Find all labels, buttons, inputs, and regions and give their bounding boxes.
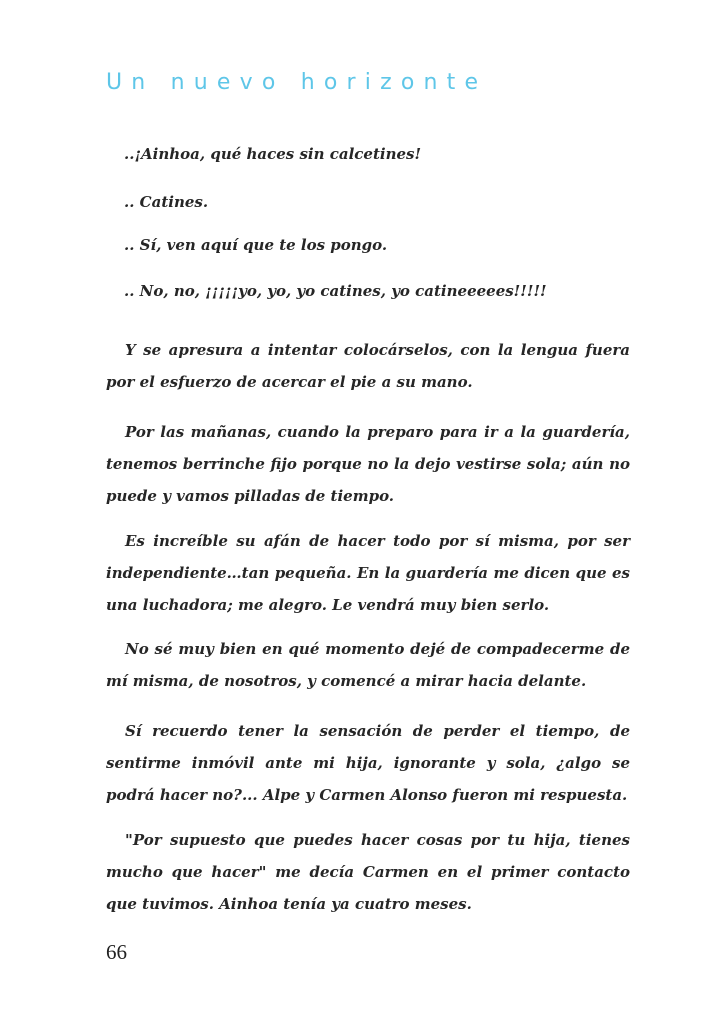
dialog-line: .. Catines. (124, 193, 209, 211)
body-paragraph: Y se apresura a intentar colocárselos, con la lengua fuera por el esfuerzo de acercar el pie a su mano. (106, 341, 630, 391)
body-paragraph: No sé muy bien en qué momento dejé de compadecerme de mí misma, de nosotros, y comencé a mirar hacia delante. (106, 640, 630, 690)
running-header-title: Un nuevo horizonte (106, 70, 488, 95)
body-paragraph: "Por supuesto que puedes hacer cosas por tu hija, tienes mucho que hacer" me decía Carmen en el primer contacto que tuvimos. Ainhoa tenía ya cuatro meses. (106, 831, 630, 913)
page-number: 66 (106, 940, 127, 964)
dialog-line: ..¡Ainhoa, qué haces sin calcetines! (124, 145, 422, 163)
body-paragraph: Es increíble su afán de hacer todo por sí misma, por ser independiente…tan pequeña. En la guardería me dicen que es una luchadora; me alegro. Le vendrá muy bien serlo. (106, 532, 630, 614)
body-paragraph: Por las mañanas, cuando la preparo para ir a la guardería, tenemos berrinche fijo porque no la dejo vestirse sola; aún no puede y vamos pilladas de tiempo. (106, 423, 630, 505)
dialog-line: .. No, no, ¡¡¡¡¡yo, yo, yo catines, yo catineeeees!!!!! (124, 282, 547, 300)
dialog-line: .. Sí, ven aquí que te los pongo. (124, 236, 388, 254)
body-paragraph: Sí recuerdo tener la sensación de perder el tiempo, de sentirme inmóvil ante mi hija, ignorante y sola, ¿algo se podrá hacer no?... Alpe y Carmen Alonso fueron mi respuesta. (106, 722, 630, 804)
